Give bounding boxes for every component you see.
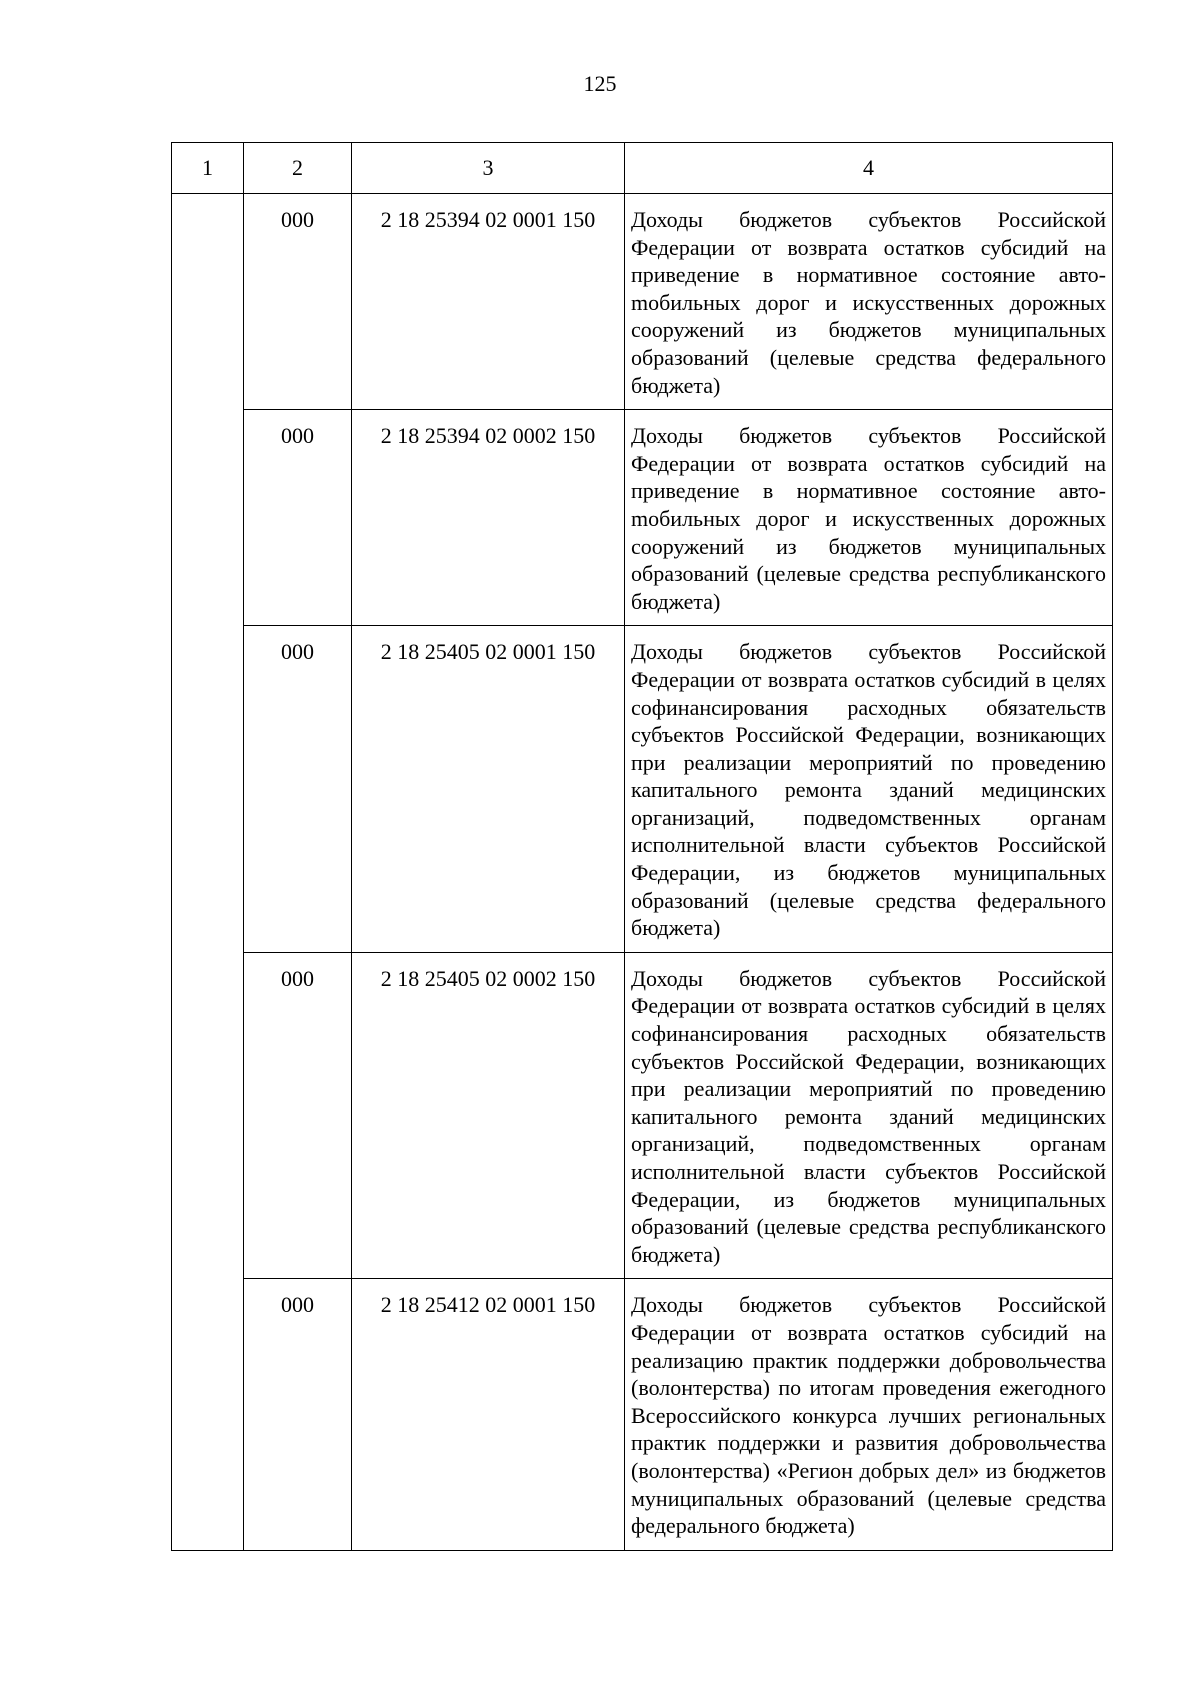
income-code-cell: 2 18 25405 02 0001 150 [352,626,625,953]
table-header-row [172,143,1113,194]
table-row [172,194,1113,410]
column-header-1: 1 [172,143,244,194]
income-code-cell: 2 18 25394 02 0002 150 [352,410,625,626]
budget-codes-table [171,142,1113,1551]
table-row [172,1279,1113,1550]
page-number: 125 [583,71,617,96]
income-description-cell: Доходы бюджетов субъектов Российской Федерации от возврата остатков субсидий в целях софинансирования расходных обязательств субъектов Российской Федерации, возникающих при реализации мероприятий по проведению капитального ремонта зданий медицинских организаций, подведомственных органам исполнительной власти субъектов Российской Федерации, из бюджетов муниципальных образований (целевые средства республиканского бюджета) [625,952,1113,1279]
income-code-cell: 2 18 25412 02 0001 150 [352,1279,625,1550]
table-row [172,410,1113,626]
income-description-cell: Доходы бюджетов субъектов Российской Федерации от возврата остатков субсидий на приведение в нормативное состояние автоmобильных дорог и искусственных дорожных сооружений из бюджетов муниципальных образований (целевые средства республиканского бюджета) [625,410,1113,626]
column-header-2: 2 [244,143,352,194]
admin-code-cell: 000 [244,410,352,626]
table-row [172,626,1113,953]
admin-code-cell: 000 [244,626,352,953]
admin-code-cell: 000 [244,952,352,1279]
admin-code-cell: 000 [244,194,352,410]
income-code-cell: 2 18 25394 02 0001 150 [352,194,625,410]
table-row [172,952,1113,1279]
income-description-cell: Доходы бюджетов субъектов Российской Федерации от возврата остатков субсидий на реализацию практик поддержки добровольчества (волонтерства) по итогам проведения ежегодного Всероссийского конкурса лучших региональных практик поддержки и развития добровольчества (волонтерства) «Регион добрых дел» из бюджетов муниципальных образований (целевые средства федерального бюджета) [625,1279,1113,1550]
column-header-3: 3 [352,143,625,194]
income-description-cell: Доходы бюджетов субъектов Российской Федерации от возврата остатков субсидий в целях софинансирования расходных обязательств субъектов Российской Федерации, возникающих при реализации мероприятий по проведению капитального ремонта зданий медицинских организаций, подведомственных органам исполнительной власти субъектов Российской Федерации, из бюджетов муниципальных образований (целевые средства федерального бюджета) [625,626,1113,953]
column-header-4: 4 [625,143,1113,194]
income-description-cell: Доходы бюджетов субъектов Российской Федерации от возврата остатков субсидий на приведение в нормативное состояние автоmобильных дорог и искусственных дорожных сооружений из бюджетов муниципальных образований (целевые средства федерального бюджета) [625,194,1113,410]
column-1-merged-cell [172,194,244,1551]
admin-code-cell: 000 [244,1279,352,1550]
income-code-cell: 2 18 25405 02 0002 150 [352,952,625,1279]
